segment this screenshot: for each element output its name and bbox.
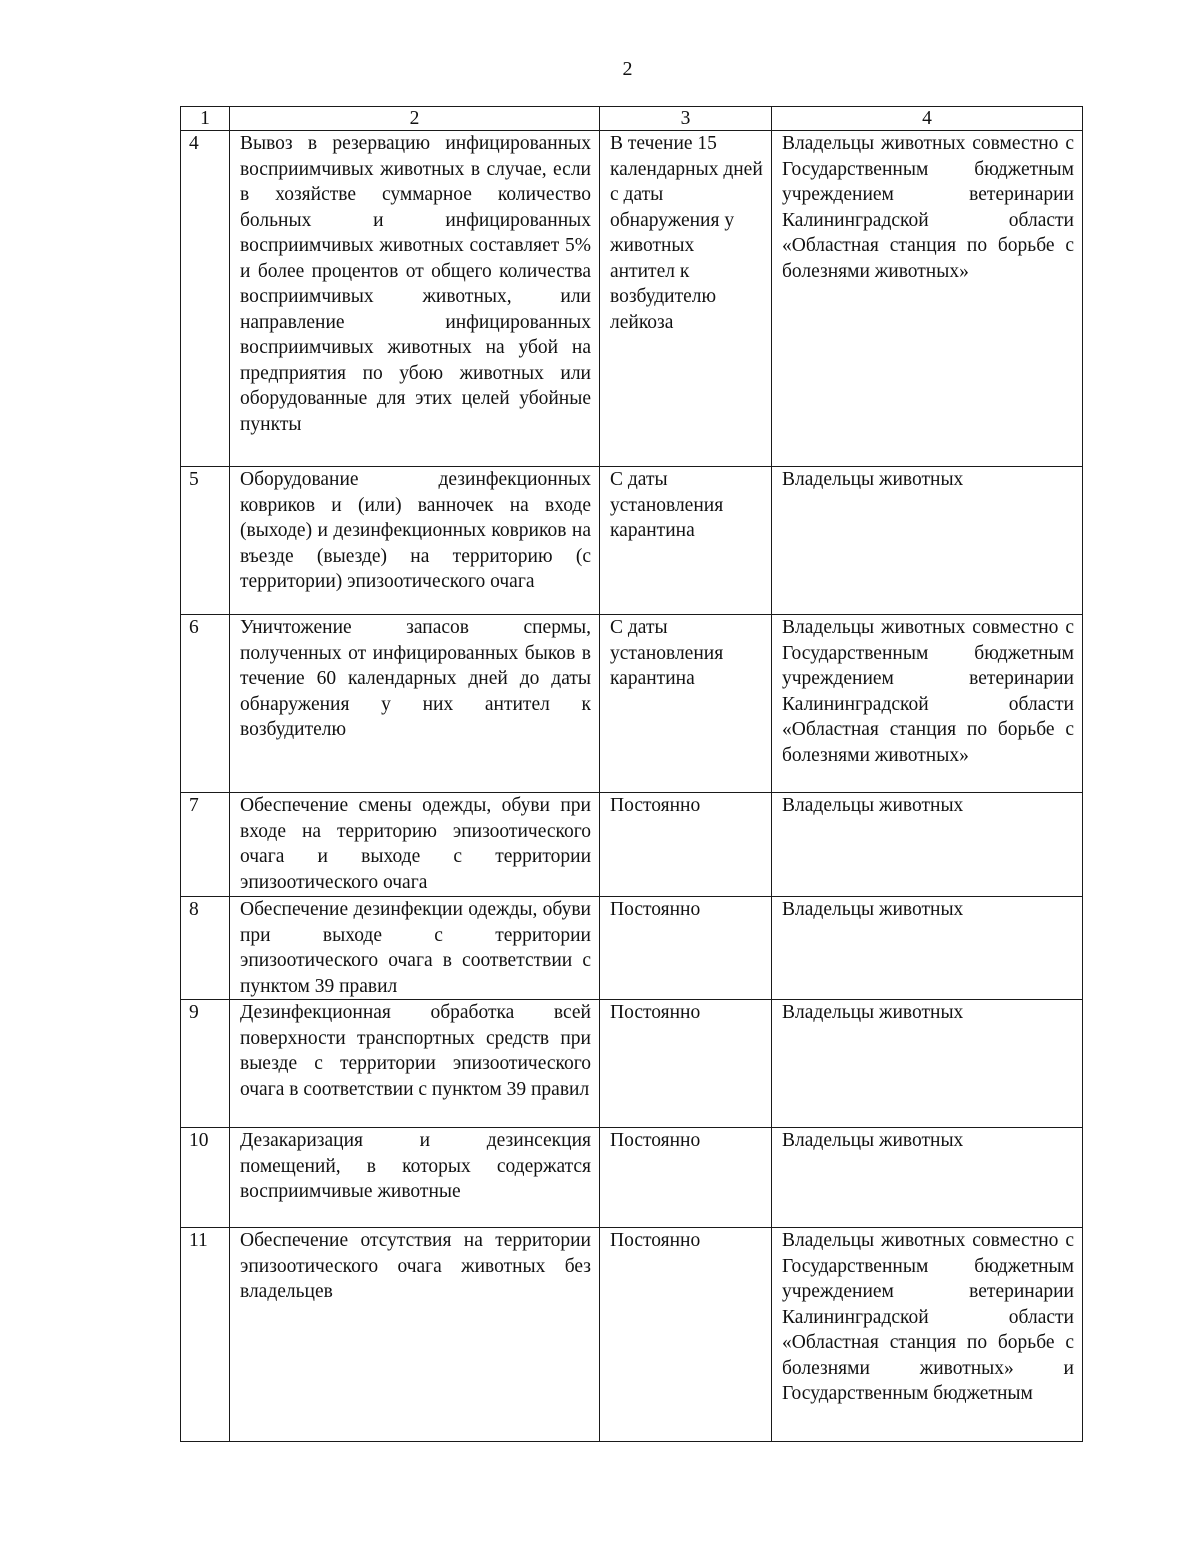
- row-responsible: Владельцы животных: [772, 897, 1083, 1000]
- row-term: Постоянно: [600, 1000, 772, 1128]
- table-row: [181, 1000, 1083, 1128]
- row-term: С даты установления карантина: [600, 615, 772, 793]
- row-measure: Дезинфекционная обработка всей поверхности транспортных средств при выезде с территории эпизоотического очага в соответствии с пунктом 39 правил: [230, 1000, 600, 1128]
- row-term: Постоянно: [600, 1228, 772, 1442]
- column-header-1: 1: [181, 107, 230, 131]
- table-row: [181, 615, 1083, 793]
- table-row: [181, 793, 1083, 897]
- page-number: 2: [622, 58, 633, 80]
- table-row: [181, 1228, 1083, 1442]
- table-row: [181, 897, 1083, 1000]
- row-responsible: Владельцы животных: [772, 793, 1083, 897]
- row-number: 5: [181, 467, 230, 615]
- row-number: 9: [181, 1000, 230, 1128]
- row-responsible: Владельцы животных совместно с Государственным бюджетным учреждением ветеринарии Калининградской области «Областная станция по борьбе с болезнями животных»: [772, 615, 1083, 793]
- row-measure: Обеспечение дезинфекции одежды, обуви при выходе с территории эпизоотического очага в соответствии с пунктом 39 правил: [230, 897, 600, 1000]
- row-responsible: Владельцы животных совместно с Государственным бюджетным учреждением ветеринарии Калининградской области «Областная станция по борьбе с болезнями животных»: [772, 131, 1083, 467]
- row-measure: Вывоз в резервацию инфицированных восприимчивых животных в случае, если в хозяйстве суммарное количество больных и инфицированных восприимчивых животных составляет 5% и более процентов от общего количества восприимчивых животных, или направление инфицированных восприимчивых животных на убой на предприятия по убою животных или оборудованные для этих целей убойные пункты: [230, 131, 600, 467]
- table-row: [181, 131, 1083, 467]
- row-number: 11: [181, 1228, 230, 1442]
- row-measure: Обеспечение отсутствия на территории эпизоотического очага животных без владельцев: [230, 1228, 600, 1442]
- row-number: 10: [181, 1128, 230, 1228]
- table-row: [181, 467, 1083, 615]
- row-number: 4: [181, 131, 230, 467]
- table-header-row: [181, 107, 1083, 131]
- table-row: [181, 1128, 1083, 1228]
- row-measure: Уничтожение запасов спермы, полученных от инфицированных быков в течение 60 календарных дней до даты обнаружения у них антител к возбудителю: [230, 615, 600, 793]
- measures-table: [180, 106, 1083, 1442]
- column-header-3: 3: [600, 107, 772, 131]
- column-header-4: 4: [772, 107, 1083, 131]
- row-responsible: Владельцы животных: [772, 1000, 1083, 1128]
- row-number: 8: [181, 897, 230, 1000]
- row-term: Постоянно: [600, 897, 772, 1000]
- row-number: 7: [181, 793, 230, 897]
- row-measure: Оборудование дезинфекционных ковриков и (или) ванночек на входе (выходе) и дезинфекционных ковриков на въезде (выезде) на территорию (с территории) эпизоотического очага: [230, 467, 600, 615]
- row-term: С даты установления карантина: [600, 467, 772, 615]
- row-number: 6: [181, 615, 230, 793]
- row-measure: Обеспечение смены одежды, обуви при входе на территорию эпизоотического очага и выходе с территории эпизоотического очага: [230, 793, 600, 897]
- row-measure: Дезакаризация и дезинсекция помещений, в которых содержатся восприимчивые животные: [230, 1128, 600, 1228]
- column-header-2: 2: [230, 107, 600, 131]
- row-responsible: Владельцы животных совместно с Государственным бюджетным учреждением ветеринарии Калининградской области «Областная станция по борьбе с болезнями животных» и Государственным бюджетным: [772, 1228, 1083, 1442]
- row-term: Постоянно: [600, 793, 772, 897]
- row-term: В течение 15 календарных дней с даты обнаружения у животных антител к возбудителю лейкоза: [600, 131, 772, 467]
- row-responsible: Владельцы животных: [772, 1128, 1083, 1228]
- row-responsible: Владельцы животных: [772, 467, 1083, 615]
- row-term: Постоянно: [600, 1128, 772, 1228]
